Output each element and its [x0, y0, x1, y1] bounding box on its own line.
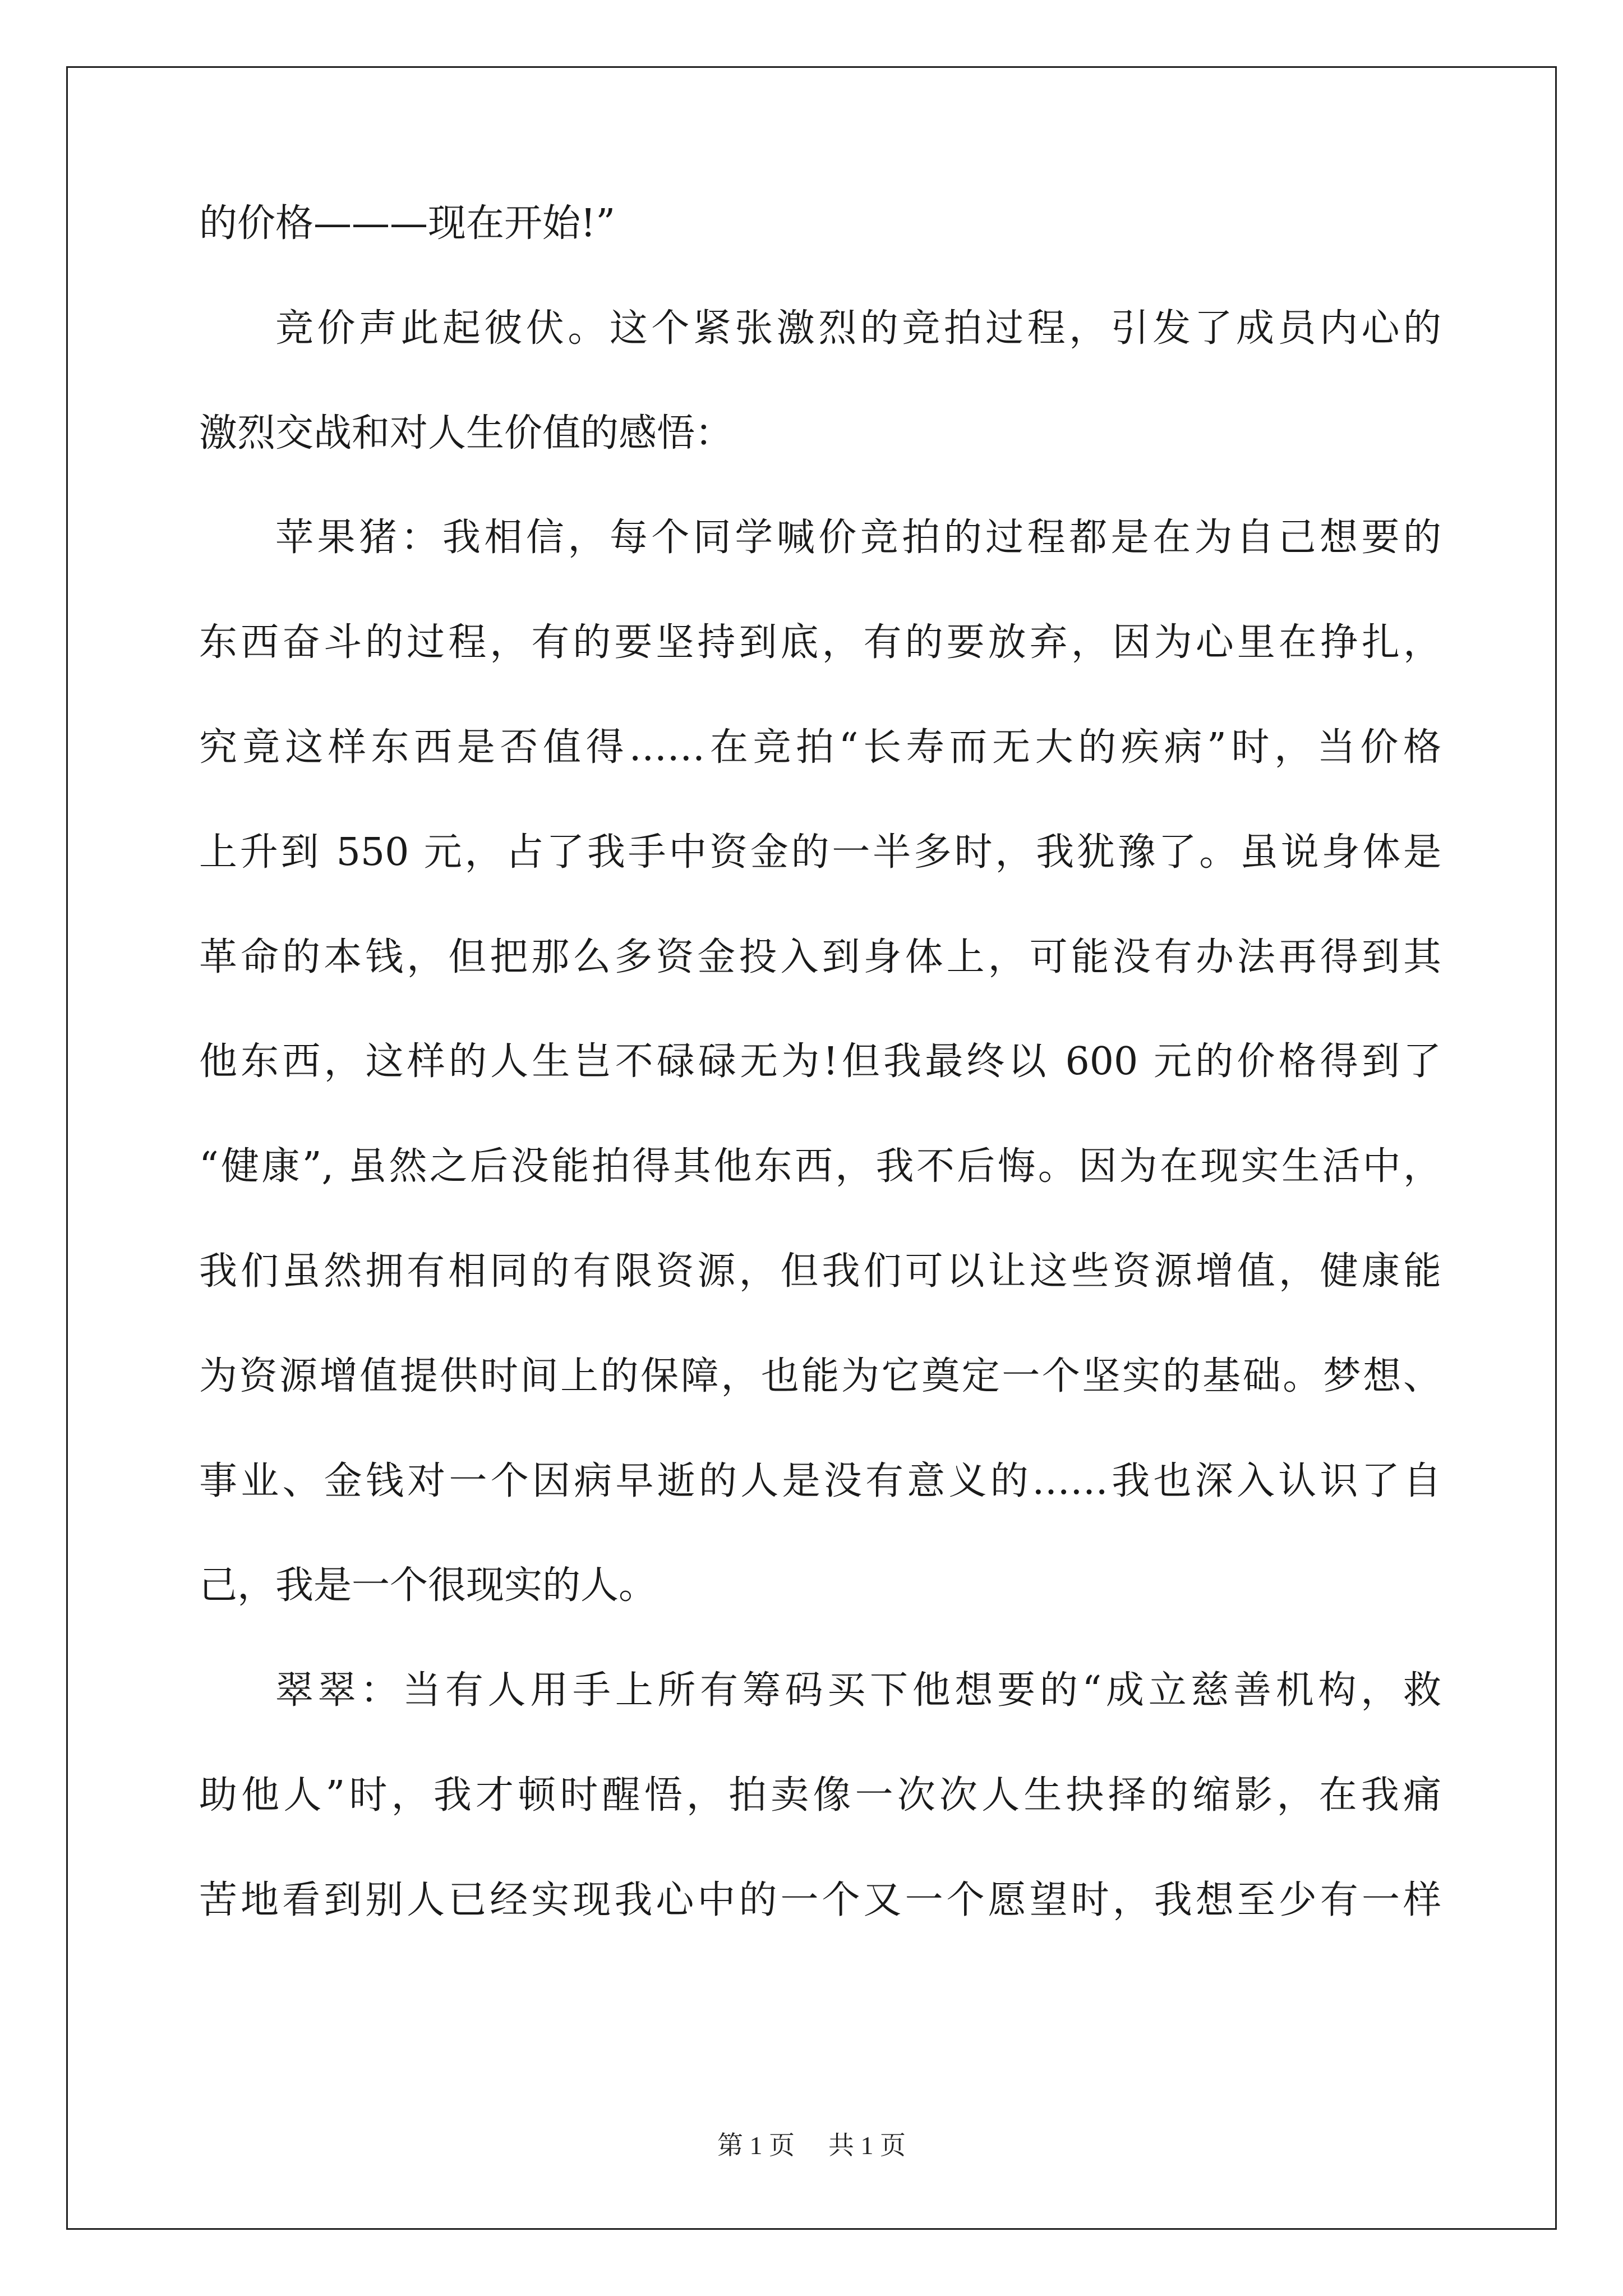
text-line: 翠翠：当有人用手上所有筹码买下他想要的“成立慈善机构，救: [275, 1668, 1441, 1713]
text-line: 事业、金钱对一个因病早逝的人是没有意义的……我也深入认识了自: [199, 1458, 1441, 1503]
text-line: 竞价声此起彼伏。这个紧张激烈的竞拍过程，引发了成员内心的: [275, 306, 1441, 351]
text-line: “健康”, 虽然之后没能拍得其他东西，我不后悔。因为在现实生活中，: [199, 1144, 1441, 1189]
text-line: 的价格———现在开始!”: [199, 201, 616, 246]
text-line: 为资源增值提供时间上的保障，也能为它奠定一个坚实的基础。梦想、: [199, 1354, 1441, 1398]
text-line: 苹果猪：我相信，每个同学喊价竞拍的过程都是在为自己想要的: [275, 516, 1441, 560]
text-line: 苦地看到别人已经实现我心中的一个又一个愿望时，我想至少有一样: [199, 1878, 1441, 1922]
text-line: 他东西，这样的人生岂不碌碌无为!但我最终以 600 元的价格得到了: [199, 1039, 1441, 1084]
text-line: 上升到 550 元，占了我手中资金的一半多时，我犹豫了。虽说身体是: [199, 830, 1441, 875]
page-total: 共 1 页: [828, 2131, 906, 2160]
page-number: 第 1 页: [717, 2131, 795, 2160]
text-line: 己，我是一个很现实的人。: [199, 1563, 657, 1608]
text-line: 激烈交战和对人生价值的感悟：: [199, 411, 734, 455]
text-line: 革命的本钱，但把那么多资金投入到身体上，可能没有办法再得到其: [199, 935, 1441, 979]
text-line: 究竟这样东西是否值得……在竞拍“长寿而无大的疾病”时，当价格: [199, 725, 1441, 770]
text-line: 我们虽然拥有相同的有限资源，但我们可以让这些资源增值，健康能: [199, 1249, 1441, 1294]
text-line: 助他人”时，我才顿时醒悟，拍卖像一次次人生抉择的缩影，在我痛: [199, 1773, 1441, 1818]
text-line: 东西奋斗的过程，有的要坚持到底，有的要放弃，因为心里在挣扎，: [199, 620, 1441, 665]
page-footer: [0, 2125, 1623, 2162]
document-body: [199, 201, 1441, 1986]
